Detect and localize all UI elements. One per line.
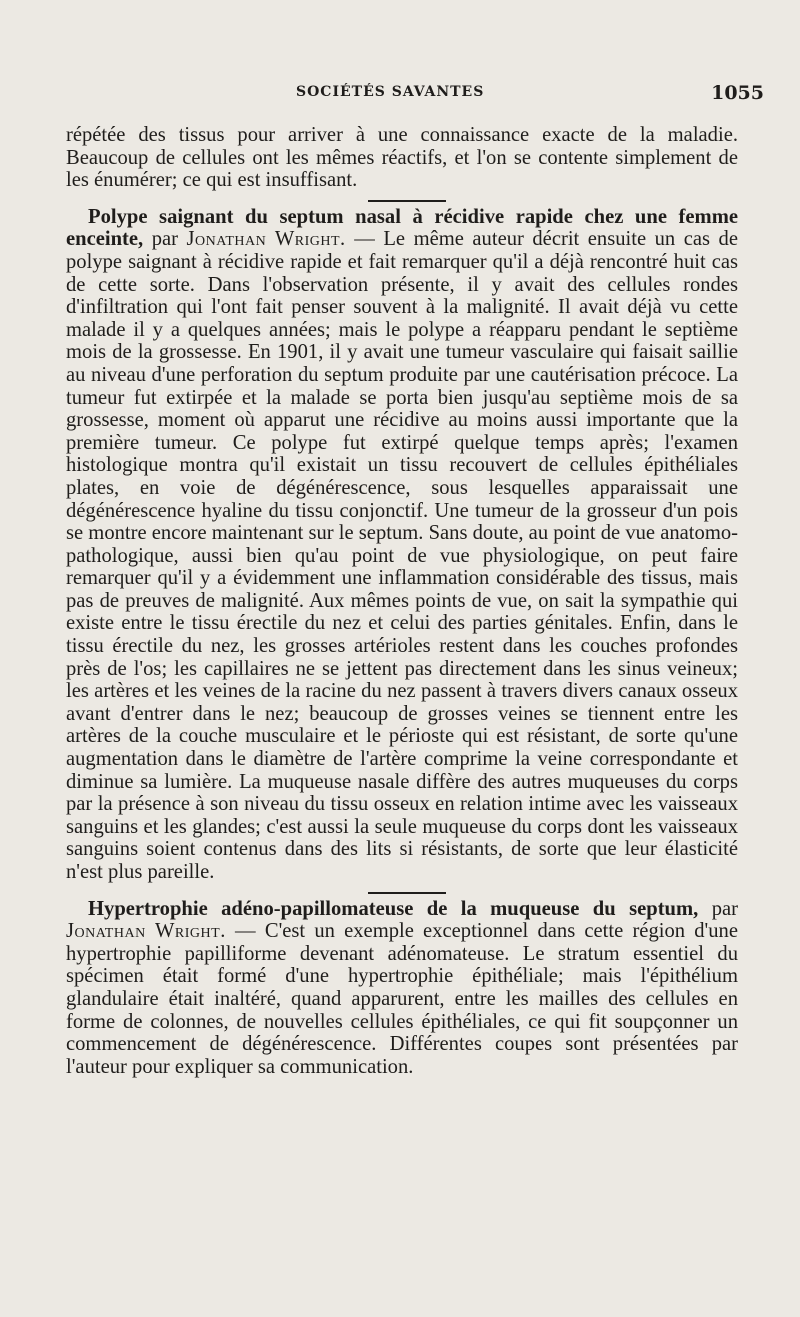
page-number: 1055 (711, 82, 764, 104)
body-text (66, 124, 738, 1078)
article-polype-paragraph (66, 206, 738, 884)
article-polype-author: Jonathan Wright. (186, 228, 346, 251)
article-hypertrophie-paragraph (66, 898, 738, 1079)
continuation-paragraph: répétée des tissus pour arriver à une connaissance exacte de la maladie. Beaucoup de cellules ont les mêmes réactifs, et l'on se contente simplement de les énumérer; ce qui est insuffisant. (66, 124, 738, 192)
article-hypertrophie-title: Hypertrophie adéno-papillomateuse de la muqueuse du septum, (88, 897, 699, 920)
article-polype-body: Le même auteur décrit ensuite un cas de polype saignant à récidive rapide et fait remarquer qu'il a déjà rencontré huit cas de cette sorte. Dans l'observation présente, il y avait des cellules rondes d'infiltration qui l'ont fait penser souvent à la malignité. Il avait déjà vu cette malade il y a quelques années; mais le polype a réapparu pendant le septième mois de la grossesse. En 1901, il y avait une tumeur vasculaire qui faisait saillie au niveau d'une perforation du septum produite par une cautérisation précoce. La tumeur fut extirpée et la malade se porta bien jusqu'au septième mois de sa grossesse, moment où apparut une récidive au moins aussi importante que la première tumeur. Ce polype fut extirpé quelque temps après; l'examen histologique montra qu'il existait un tissu recouvert de cellules épithéliales plates, en voie de dégénérescence, sous lesquelles apparaissait une dégénérescence hyaline du tissu conjonctif. Une tumeur de la grosseur d'un pois se montre encore maintenant sur le septum. Sans doute, au point de vue anatomo-pathologique, aussi bien qu'au point de vue physiologique, on peut faire remarquer qu'il y a évidemment une inflammation considérable des tissus, mais pas de preuves de malignité. Aux mêmes points de vue, on sait la sympathie qui existe entre le tissu érectile du nez et celui des parties génitales. Enfin, dans le tissu érectile du nez, les grosses artérioles restent dans les couches profondes près de l'os; les capillaires ne se jettent pas directement dans les sinus veineux; les artères et les veines de la racine du nez passent à travers divers canaux osseux avant d'entrer dans le nez; beaucoup de grosses veines se tiennent entre les artères de la couche musculaire et le périoste qui est résistant, de sorte qu'une augmentation dans le diamètre de l'artère comprime la veine correspondante et diminue sa lumière. La muqueuse nasale diffère des autres muqueuses du corps par la présence à son niveau du tissu osseux en relation intime avec les vaisseaux sanguins et les glandes; c'est aussi la seule muqueuse du corps dont les vaisseaux sanguins soient contenus dans des lits si résistants, de sorte que leur élasticité n'est plus pareille. (66, 228, 738, 883)
section-divider (368, 200, 446, 202)
section-divider (368, 892, 446, 894)
page-header (0, 84, 800, 108)
article-hypertrophie-by: par (711, 897, 738, 920)
article-hypertrophie-author: Jonathan Wright. (66, 920, 226, 943)
article-polype-dash: — (354, 228, 375, 251)
article-polype-title: Polype saignant du septum nasal à récidive rapide chez une femme enceinte, (66, 205, 738, 251)
running-head: SOCIÉTÉS SAVANTES (296, 84, 485, 100)
article-hypertrophie-dash: — (235, 920, 256, 943)
article-hypertrophie-body: C'est un exemple exceptionnel dans cette région d'une hypertrophie papilliforme devenant adénomateuse. Le stratum essentiel du spécimen était formé d'une hypertrophie épithéliale; mais l'épithélium glandulaire était inaltéré, quand apparurent, entre les mailles des cellules en forme de colonnes, de nouvelles cellules épithéliales, ce qui fit soupçonner un commencement de dégénérescence. Différentes coupes sont présentées par l'auteur pour expliquer sa communication. (66, 920, 738, 1078)
article-polype-by: par (151, 228, 179, 251)
